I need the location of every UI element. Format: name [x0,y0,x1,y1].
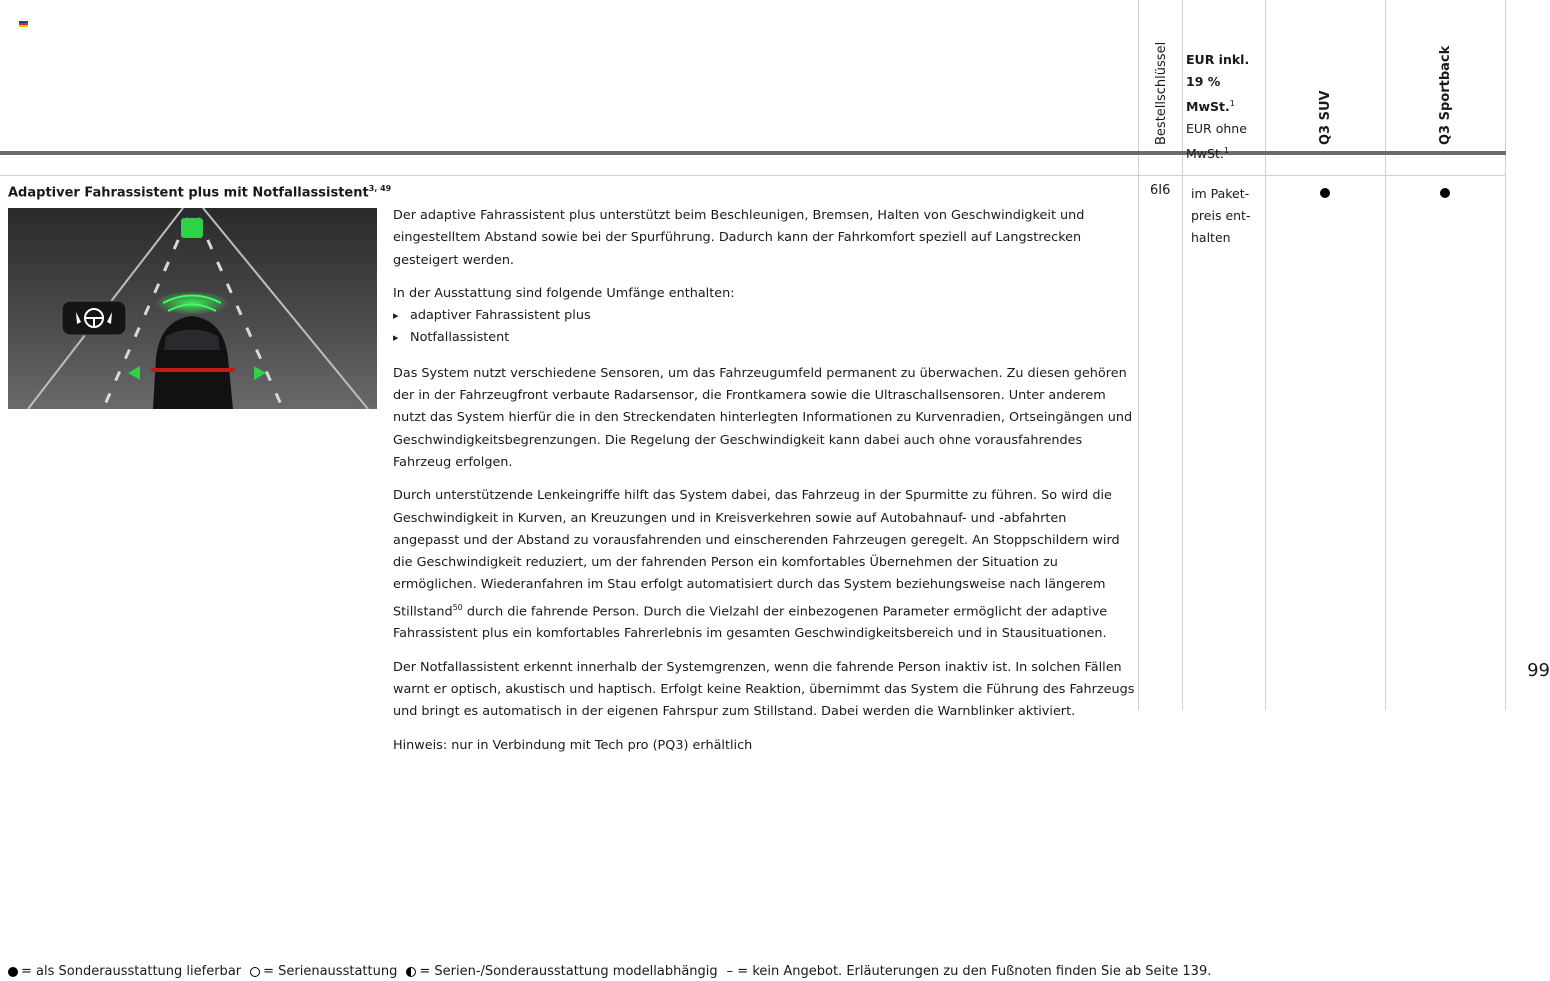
feature-list [393,305,1135,350]
driver-assist-illustration [8,208,377,409]
paragraph-text: durch die fahrende Person. Durch die Vielzahl der einbezogenen Parameter ermöglicht der adaptive Fahrassistent plus ein komfortables Fahrerlebnis im gesamten Geschwindigkeitsbereich und in Stausituationen. [393,604,1108,642]
row-separator [0,175,1506,176]
price-excl-label: EUR ohne [1186,121,1247,137]
price-incl-vat: 19 % MwSt. [1186,74,1230,115]
column-divider [1182,0,1183,710]
column-divider [1138,0,1139,710]
footnote-ref: 3, 49 [368,184,392,193]
description-paragraph [393,485,1135,645]
empty-circle-icon [250,967,260,977]
header-model-q3-sportback: Q3 Sportback [1438,45,1453,145]
price-status [1191,183,1261,249]
row-title-text: Adaptiver Fahrassistent plus mit Notfallassistent [8,185,369,201]
legend-text: = als Sonderausstattung lieferbar [21,964,242,979]
legend-text: – = kein Angebot. Erläuterungen zu den Fußnoten finden Sie ab Seite 139. [726,964,1212,979]
price-line: halten [1191,230,1231,245]
price-incl-label: EUR inkl. [1186,52,1250,67]
price-line: im Paket- [1191,186,1250,201]
filled-circle-icon [8,967,18,977]
header-price [1186,49,1266,165]
row-title [8,184,391,200]
footnote-ref: 50 [452,602,463,612]
availability-note: Hinweis: nur in Verbindung mit Tech pro (PQ3) erhältlich [393,737,753,753]
paragraph-text: Durch unterstützende Lenkeingriffe hilft das System dabei, das Fahrzeug in der Spurmitte zu führen. So wird die Geschwindigkeit in Kurven, an Kreuzungen und in Kreisverkehren sowie auf Autobahnauf- und -abfahrten angepasst und der Abstand zu vorausfahrenden und einscherenden Fahrzeugen geregelt. An Stoppschildern wird die Geschwindigkeit reduziert, um der fahrenden Person ein komfortables Übernehmen der Situation zu ermöglichen. Wiederanfahren im Stau erfolgt automatisiert durch das System beziehungsweise nach längerem Stillstand [393,488,1120,620]
footnote-ref: 1 [1229,99,1235,108]
legend-text: = Serienausstattung [263,964,398,979]
column-divider [1505,0,1506,710]
list-intro: In der Ausstattung sind folgende Umfänge enthalten: [393,285,735,301]
language-flag-icon [19,21,28,27]
description-paragraph: Der adaptive Fahrassistent plus unterstützt beim Beschleunigen, Bremsen, Halten von Geschwindigkeit und eingestelltem Abstand sowie bei der Spurführung. Dadurch kann der Fahrkomfort speziell auf Langstrecken gesteigert werden. [393,208,1085,268]
road-scene-icon [8,208,377,409]
price-excl-vat: MwSt. [1186,146,1224,162]
footnote-ref: 1 [1223,146,1229,156]
page-number: 99 [1527,660,1550,681]
half-circle-icon [406,967,416,977]
description-paragraph: Der Notfallassistent erkennt innerhalb der Systemgrenzen, wenn die fahrende Person inaktiv ist. In solchen Fällen warnt er optisch, akustisch und haptisch. Erfolgt keine Reaktion, übernimmt das System die Führung des Fahrzeugs und bringt es automatisch in der eigenen Fahrspur zum Stillstand. Dabei werden die Warnblinker aktiviert. [393,659,1135,720]
availability-dot-icon [1320,188,1330,198]
list-item: ▸ Notfallassistent [393,327,1135,349]
availability-dot-icon [1440,188,1450,198]
description-paragraph: Das System nutzt verschiedene Sensoren, um das Fahrzeugumfeld permanent zu überwachen. Zu diesen gehören der in der Fahrzeugfront verbaute Radarsensor, die Frontkamera sowie die Ultraschallsensoren. Unter anderem nutzt das System hierfür die in den Streckendaten hinterlegten Informationen zu Kurvenradien, Ortseingängen und Geschwindigkeitsbegrenzungen. Die Regelung der Geschwindigkeit kann dabei auch ohne vorausfahrendes Fahrzeug erfolgen. [393,365,1133,470]
order-code: 6I6 [1150,183,1171,198]
header-order-key: Bestellschlüssel [1154,41,1169,145]
legend-text: = Serien-/Sonderausstattung modellabhängig [419,964,718,979]
price-line: preis ent- [1191,208,1251,223]
list-item: ▸ adaptiver Fahrassistent plus [393,305,1135,327]
row-description [393,205,1135,768]
header-separator [0,151,1506,155]
footer-legend [8,964,1211,979]
header-model-q3-suv: Q3 SUV [1318,90,1333,145]
column-divider [1385,0,1386,710]
